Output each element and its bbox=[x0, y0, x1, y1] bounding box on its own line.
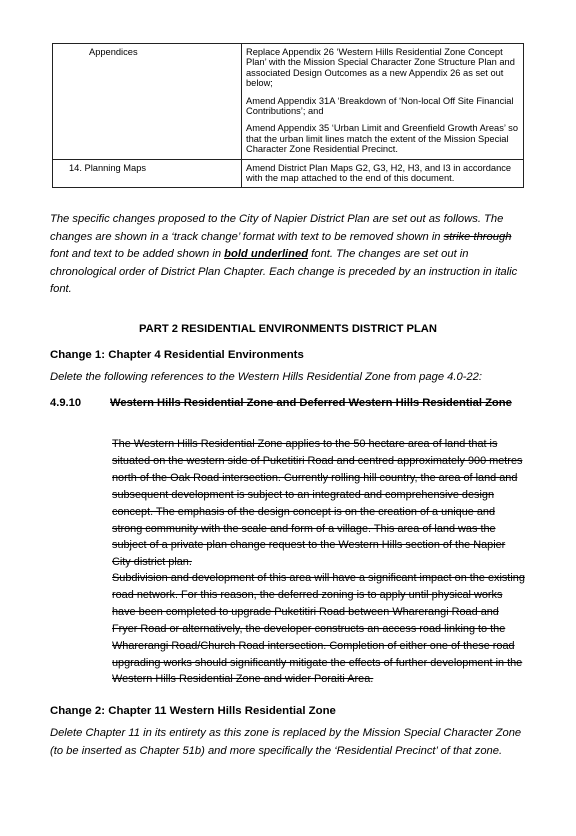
amendments-table bbox=[52, 43, 524, 188]
intro-text-3: font. The changes are set out in chronological order of District Plan Chapter. Each change is preceded by an instruction in italic font. bbox=[50, 248, 518, 296]
change-2-instruction: Delete Chapter 11 in its entirety as this zone is replaced by the Mission Special Character Zone (to be inserted as Chapter 51b) and more specifically the ‘Residential Precinct’ of that zone. bbox=[50, 727, 522, 757]
change-1-instruction: Delete the following references to the Western Hills Residential Zone from page 4.0-22: bbox=[50, 371, 482, 383]
intro-text-2: font and text to be added shown in bbox=[50, 248, 225, 261]
table-cell-label: 14. Planning Maps bbox=[53, 159, 242, 188]
amendment-item: Replace Appendix 26 ‘Western Hills Residential Zone Concept Plan’ with the Mission Special Character Zone Structure Plan and associated Design Outcomes as a new Appendix 26 as set out below; bbox=[246, 47, 515, 89]
intro-text-1: The specific changes proposed to the City of Napier District Plan are set out as follows. The changes are shown in a ‘track change’ format with text to be removed shown in bbox=[50, 213, 504, 243]
deleted-paragraph-1: The Western Hills Residential Zone applies to the 50 hectare area of land that is situated on the western side of Puketitiri Road and centred approximately 900 metres north of the Oak Road intersection. Currently rolling hill country, the area of land and subsequent development is subject to an integrated and comprehensive design concept. The emphasis of the design concept is on the creation of a unique and strong community with the scale and form of a village. This area of land was the subject of a private plan change request to the Western Hills section of the Napier City district plan. bbox=[112, 438, 523, 569]
amendment-item: Amend Appendix 31A ‘Breakdown of ‘Non-local Off Site Financial Contributions’; and bbox=[246, 95, 514, 117]
table-cell-content bbox=[242, 159, 524, 188]
table-row bbox=[53, 159, 524, 188]
change-2-heading: Change 2: Chapter 11 Western Hills Residential Zone bbox=[50, 705, 336, 717]
table-cell-content bbox=[242, 44, 524, 160]
amendment-item: Amend District Plan Maps G2, G3, H2, H3, and I3 in accordance with the map attached to the end of this document. bbox=[246, 162, 512, 184]
table-row bbox=[53, 44, 524, 160]
table-cell-label: Appendices bbox=[53, 44, 242, 160]
change-1-heading: Change 1: Chapter 4 Residential Environments bbox=[50, 349, 304, 361]
section-number: 4.9.10 bbox=[50, 397, 82, 409]
part-title: PART 2 RESIDENTIAL ENVIRONMENTS DISTRICT PLAN bbox=[139, 323, 437, 335]
deleted-section-heading bbox=[50, 396, 526, 411]
intro-paragraph bbox=[50, 211, 526, 299]
section-title: Western Hills Residential Zone and Deferred Western Hills Residential Zone bbox=[110, 397, 512, 409]
deleted-paragraph-2: Subdivision and development of this area will have a significant impact on the existing road network. For this reason, the deferred zoning is to apply until physical works have been completed to upgrade Puketitiri Road between Wharerangi Road and Fryer Road or alternatively, the developer constructs an access road linking to the Wharerangi Road/Church Road intersection. Completion of either one of these road upgrading works should significantly mitigate the effects of further development in the Western Hills Residential Zone and wider Poraiti Area. bbox=[112, 572, 525, 686]
bold-underlined-example: bold underlined bbox=[224, 248, 309, 261]
amendment-item: Amend Appendix 35 ‘Urban Limit and Greenfield Growth Areas’ so that the urban limit lines match the extent of the Mission Special Character Zone Residential Precinct. bbox=[246, 123, 518, 155]
strike-through-example: strike through bbox=[443, 230, 512, 243]
